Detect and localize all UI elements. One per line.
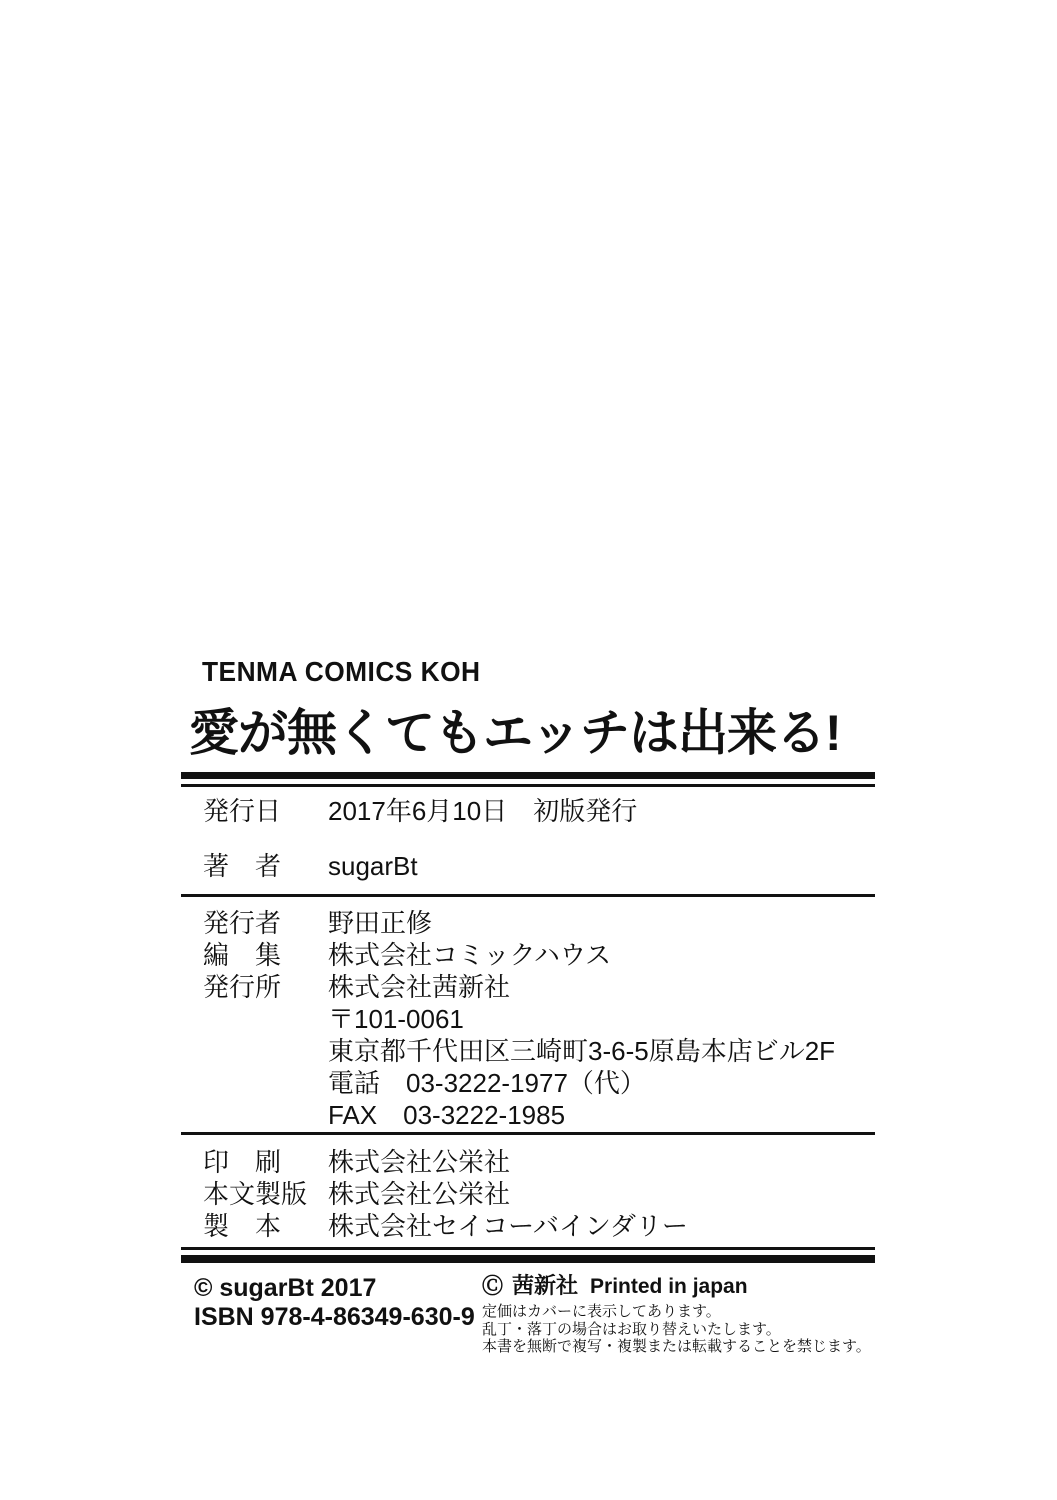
row-value: 株式会社セイコーバインダリー bbox=[328, 1211, 688, 1241]
colophon-row-telephone bbox=[203, 1067, 883, 1099]
row-value: 野田正修 bbox=[328, 908, 433, 938]
row-label: 製 本 bbox=[203, 1211, 282, 1241]
note-price: 定価はカバーに表示してあります。 bbox=[482, 1303, 721, 1320]
colophon-row-editor bbox=[203, 939, 883, 971]
row-value: 株式会社コミックハウス bbox=[328, 940, 612, 970]
publisher-name: 茜新社 bbox=[512, 1273, 579, 1298]
isbn-line: ISBN 978-4-86349-630-9 bbox=[194, 1303, 475, 1331]
series-label: TENMA COMICS KOH bbox=[202, 656, 481, 687]
note-no-reproduction: 本書を無断で複写・複製または転載することを禁じます。 bbox=[482, 1338, 871, 1355]
colophon-row-plate-making bbox=[203, 1178, 883, 1210]
colophon-row-fax bbox=[203, 1099, 883, 1131]
row-value: 株式会社公栄社 bbox=[328, 1179, 511, 1209]
row-label: 著 者 bbox=[203, 851, 282, 881]
colophon-row-printer bbox=[203, 1146, 883, 1178]
row-value: FAX 03-3222-1985 bbox=[328, 1100, 566, 1130]
row-value: 電話 03-3222-1977（代） bbox=[328, 1068, 646, 1098]
row-label: 編 集 bbox=[203, 940, 282, 970]
publisher-copyright-line bbox=[482, 1274, 871, 1299]
divider-thin-top bbox=[181, 784, 875, 787]
copyright-line: © sugarBt 2017 bbox=[194, 1274, 377, 1302]
colophon-row-publishing-office bbox=[203, 971, 883, 1003]
row-value: 〒101-0061 bbox=[328, 1004, 464, 1034]
row-value: 2017年6月10日 初版発行 bbox=[328, 796, 638, 826]
colophon-row-bookbinding bbox=[203, 1210, 883, 1242]
row-value: sugarBt bbox=[328, 851, 418, 881]
row-label: 印 刷 bbox=[203, 1147, 282, 1177]
printing-section bbox=[203, 1146, 883, 1242]
row-label: 本文製版 bbox=[203, 1179, 308, 1209]
colophon-row-publication-date bbox=[203, 797, 883, 825]
colophon-row-publisher-person bbox=[203, 907, 883, 939]
divider-thin-middle-1 bbox=[181, 894, 875, 897]
book-title: 愛が無くてもエッチは出来る! bbox=[189, 705, 841, 761]
footer-right bbox=[482, 1274, 871, 1356]
divider-thick-bottom bbox=[181, 1255, 875, 1263]
row-label: 発行所 bbox=[203, 972, 282, 1002]
row-value: 株式会社公栄社 bbox=[328, 1147, 511, 1177]
publisher-section bbox=[203, 907, 883, 1131]
divider-thin-bottom bbox=[181, 1247, 875, 1250]
row-value: 東京都千代田区三崎町3-6-5原島本店ビル2F bbox=[328, 1036, 836, 1066]
divider-thick-top bbox=[181, 772, 875, 779]
colophon-row-author bbox=[203, 852, 883, 880]
row-label: 発行者 bbox=[203, 908, 282, 938]
row-value: 株式会社茜新社 bbox=[328, 972, 511, 1002]
row-label: 発行日 bbox=[203, 796, 282, 826]
printed-in-label: Printed in japan bbox=[590, 1275, 748, 1298]
colophon-row-address bbox=[203, 1035, 883, 1067]
divider-thin-middle-2 bbox=[181, 1132, 875, 1135]
colophon-row-postal-code bbox=[203, 1003, 883, 1035]
note-defective-copies: 乱丁・落丁の場合はお取り替えいたします。 bbox=[482, 1320, 781, 1338]
footer-notes bbox=[482, 1303, 871, 1356]
footer-left bbox=[194, 1274, 475, 1332]
publication-section bbox=[203, 797, 883, 880]
copyright-circle-icon: Ⓒ bbox=[482, 1275, 503, 1298]
